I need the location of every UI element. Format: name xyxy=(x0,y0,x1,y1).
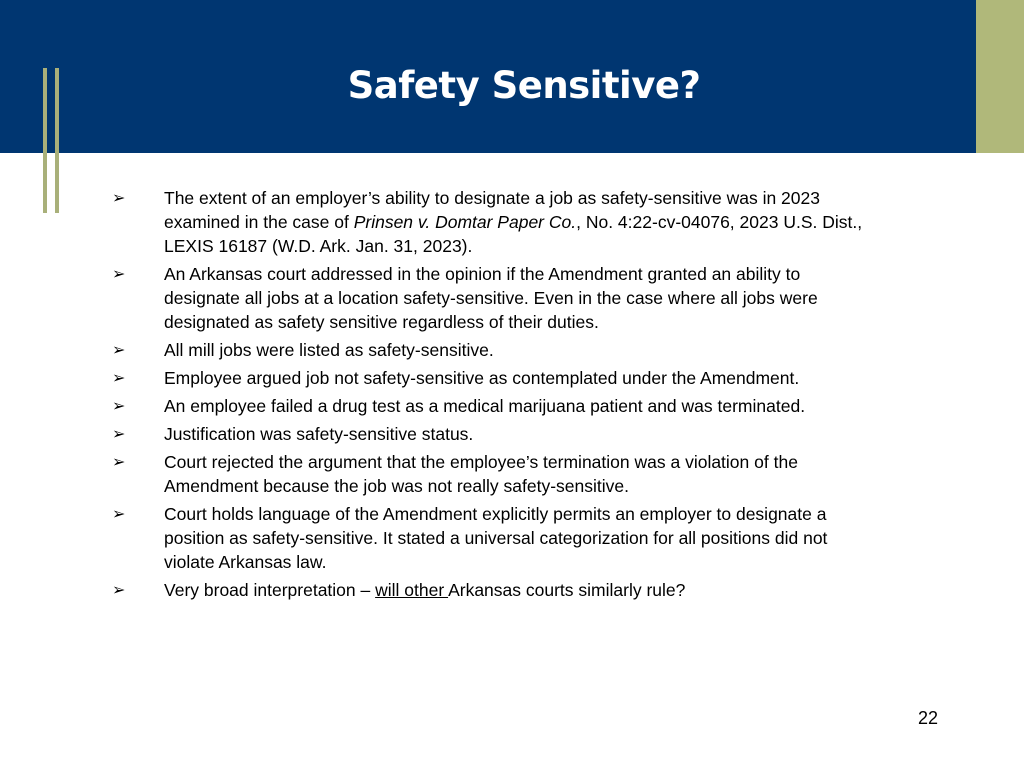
bullet-item-case-citation xyxy=(112,186,872,258)
bullet-text: All mill jobs were listed as safety-sensitive. xyxy=(164,340,494,360)
bullet-item xyxy=(112,366,872,390)
bullet-text: Employee argued job not safety-sensitive as contemplated under the Amendment. xyxy=(164,368,800,388)
bullet-item xyxy=(112,394,872,418)
page-number: 22 xyxy=(917,708,939,728)
bullet-item xyxy=(112,422,872,446)
bullet-item-question xyxy=(112,578,872,602)
bullet-item xyxy=(112,262,872,334)
arrow-bullet-icon: ➢ xyxy=(112,396,126,415)
bullet-text-pre: Very broad interpretation – xyxy=(164,580,376,600)
bullet-item xyxy=(112,450,872,498)
arrow-bullet-icon: ➢ xyxy=(112,424,126,443)
bullet-text: Court rejected the argument that the employee’s termination was a violation of the Amendment because the job was not really safety-sensitive. xyxy=(164,452,798,496)
bullet-list xyxy=(112,186,872,606)
arrow-bullet-icon: ➢ xyxy=(112,504,126,523)
case-name: Prinsen v. Domtar Paper Co. xyxy=(353,212,577,232)
bullet-text: Justification was safety-sensitive status. xyxy=(164,424,474,444)
bullet-text: An employee failed a drug test as a medical marijuana patient and was terminated. xyxy=(164,396,806,416)
bullet-text: Court holds language of the Amendment explicitly permits an employer to designate a position as safety-sensitive. It stated a universal categorization for all positions did not violate Arkansas law. xyxy=(164,504,828,572)
bullet-text-post: , No. 4:22-cv-04076, 2023 U.S. Dist., LEXIS 16187 (W.D. Ark. Jan. 31, 2023). xyxy=(164,212,863,256)
bullet-text: An Arkansas court addressed in the opinion if the Amendment granted an ability to designate all jobs at a location safety-sensitive. Even in the case where all jobs were designated as safety sensitive regardless of their duties. xyxy=(164,264,818,332)
bullet-text xyxy=(164,578,872,602)
bullet-item xyxy=(112,338,872,362)
arrow-bullet-icon: ➢ xyxy=(112,188,126,207)
arrow-bullet-icon: ➢ xyxy=(112,580,126,599)
bullet-text-pre: The extent of an employer’s ability to designate a job as safety-sensitive was in 2023 examined in the case of xyxy=(164,188,820,232)
arrow-bullet-icon: ➢ xyxy=(112,452,126,471)
bullet-text xyxy=(164,186,872,258)
arrow-bullet-icon: ➢ xyxy=(112,368,126,387)
slide-title: Safety Sensitive? xyxy=(347,64,701,107)
arrow-bullet-icon: ➢ xyxy=(112,264,126,283)
underlined-phrase: will other xyxy=(375,580,449,600)
bullet-text-post: Arkansas courts similarly rule? xyxy=(448,580,686,600)
arrow-bullet-icon: ➢ xyxy=(112,340,126,359)
bullet-item xyxy=(112,502,872,574)
